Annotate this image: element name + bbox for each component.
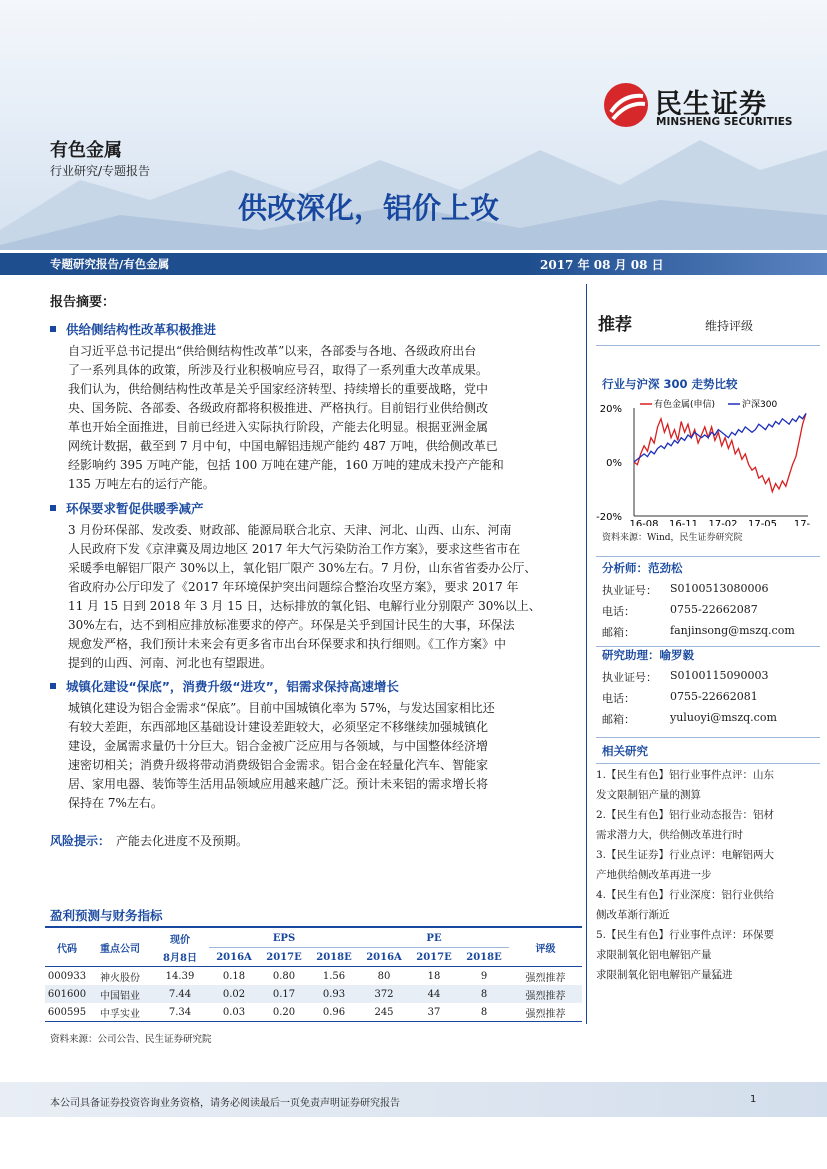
cell: 强烈推荐 [525, 972, 566, 984]
paragraph-line: 11 月 15 日到 2018 年 3 月 15 日，达标排放的氧化铝、电解行业分别限产 30%以上、 [68, 599, 541, 613]
cell: 245 [374, 1006, 394, 1018]
info-key: 邮箱： [602, 626, 635, 639]
page-number: 1 [750, 1094, 757, 1105]
bullet-square-icon [50, 326, 56, 332]
related-item[interactable]: 求限制氧化铝电解铝产量猛进 [596, 969, 733, 981]
paragraph-line: 保持在 7%左右。 [68, 796, 163, 810]
related-title: 相关研究 [602, 744, 648, 758]
cell: 0.20 [272, 1006, 296, 1018]
summary-section-1 [50, 320, 580, 494]
rating-note: 维持评级 [705, 319, 754, 333]
col-header-year: 2016A [216, 951, 252, 963]
analyst-info [602, 582, 822, 645]
footer-disclaimer: 本公司具备证券投资咨询业务资格，请务必阅读最后一页免责声明证券研究报告 [50, 1098, 400, 1109]
cell: 0.96 [322, 1006, 346, 1018]
industry-label: 有色金属 [50, 140, 122, 161]
info-key: 电话： [602, 605, 635, 618]
section-title: 供给侧结构性改革积极推进 [66, 322, 217, 337]
assistant-info [602, 669, 822, 732]
summary-heading: 报告摘要： [50, 295, 116, 310]
y-tick-group [596, 404, 622, 523]
col-header-code: 代码 [57, 944, 77, 955]
risk-note [50, 832, 248, 849]
paragraph-line: 3 月份环保部、发改委、财政部、能源局联合北京、天津、河北、山西、山东、河南 [68, 523, 512, 537]
cell: 8 [480, 1006, 488, 1018]
paragraph-line: 135 万吨左右的运行产能。 [68, 477, 215, 491]
report-type: 行业研究/专题报告 [50, 164, 151, 178]
x-tick-label: 17-02 [708, 519, 738, 526]
legend [640, 398, 777, 410]
paragraph-line: 经影响约 395 万吨产能，包括 100 万吨在建产能，160 万吨的建成未投产产能和 [68, 458, 504, 472]
divider [596, 556, 820, 557]
x-tick-label: 16-11 [668, 519, 699, 526]
col-header-year: 2018E [316, 951, 352, 963]
cell: 0.02 [222, 988, 246, 1000]
column-divider [586, 284, 587, 1024]
cell: 神火股份 [100, 972, 140, 984]
x-tick-label: 17- [793, 519, 811, 526]
col-header-price: 现价 [170, 934, 190, 946]
cell: 14.39 [165, 970, 195, 982]
series-group [634, 413, 806, 491]
cell: 000933 [47, 970, 87, 982]
col-header-year: 2018E [466, 951, 502, 963]
logo-text-cn: 民生证券 [655, 89, 767, 120]
y-tick-label: 0% [606, 458, 622, 469]
divider [596, 763, 820, 764]
col-header-date: 8月8日 [163, 953, 197, 965]
legend-label-industry: 有色金属(申信) [654, 400, 716, 410]
cell: 80 [377, 970, 391, 982]
paragraph-line: 自习近平总书记提出“供给侧结构性改革”以来，各部委与各地、各级政府出台 [68, 344, 477, 358]
cell: 8 [480, 988, 488, 1000]
related-item[interactable]: 发文限制铝产量的测算 [596, 789, 701, 801]
cell: 9 [480, 970, 488, 982]
cell: 372 [374, 988, 394, 1000]
related-list [596, 765, 822, 985]
table-header-row [45, 929, 582, 948]
risk-text: 产能去化进度不及预期。 [116, 834, 249, 848]
related-item[interactable]: 2.【民生有色】铝行业动态报告：铝材 [596, 809, 775, 821]
series-line-industry [634, 413, 806, 491]
related-item[interactable]: 产地供给侧改革再进一步 [596, 869, 712, 881]
paragraph-line: 30%左右，达不到相应排放标准要求的停产。环保是关乎到国计民生的大事，环保法 [68, 618, 515, 632]
y-tick-label: 20% [599, 404, 622, 415]
paragraph-line: 建设，金属需求量仍十分巨大。铝合金被广泛应用与各领域，与中国整体经济增 [68, 739, 489, 753]
info-key: 电话： [602, 692, 635, 705]
trend-chart [596, 394, 816, 526]
risk-label: 风险提示： [50, 834, 111, 848]
cell: 1.56 [322, 970, 346, 982]
chart-source: 资料来源：Wind，民生证券研究院 [602, 533, 743, 543]
paragraph-line: 了一系列具体的政策，所涉及行业积极响应号召，取得了一系列重大改革成果。 [68, 363, 489, 377]
logo-text-en: MINSHENG SECURITIES [656, 116, 793, 128]
cell: 0.80 [272, 970, 296, 982]
cell: 37 [427, 1006, 441, 1018]
brand-logo [603, 82, 649, 128]
cell: 7.44 [168, 988, 192, 1000]
paragraph-line: 央、国务院、各部委、各级政府都将积极推进、严格执行。目前铝行业供给侧改 [68, 401, 489, 415]
info-value: 0755-22662081 [670, 690, 758, 703]
info-value: S0100115090003 [670, 669, 769, 682]
cell: 18 [427, 970, 441, 982]
info-value: 0755-22662087 [670, 603, 758, 616]
cell: 600595 [47, 1006, 87, 1018]
assistant-label: 研究助理：喻罗毅 [602, 648, 694, 662]
paragraph-line: 有较大差距，东西部地区基础设计建设差距较大，必须坚定不移继续加强城镇化 [68, 720, 489, 734]
related-item[interactable]: 1.【民生有色】铝行业事件点评：山东 [596, 769, 775, 781]
paragraph-line: 网统计数据，截至到 7 月中旬，中国电解铝违规产能约 487 万吨，供给侧改革已 [68, 439, 498, 453]
col-header-year: 2016A [366, 951, 402, 963]
col-header-year: 2017E [266, 951, 302, 963]
cell: 0.93 [322, 988, 346, 1000]
cell: 强烈推荐 [525, 990, 566, 1002]
cell: 强烈推荐 [525, 1008, 566, 1020]
finance-table [45, 929, 582, 1022]
paragraph-line: 革也开始全面推进，目前已经进入实际执行阶段，产能去化明显。根据亚洲金属 [68, 420, 489, 434]
paragraph-line: 采暖季电解铝厂限产 30%以上，氧化铝厂限产 30%左右。7 月份，山东省省委办公厅、 [68, 561, 537, 575]
table-top-rule [45, 926, 582, 928]
chart-title: 行业与沪深 300 走势比较 [602, 377, 738, 391]
info-value: S0100513080006 [670, 582, 769, 595]
related-item[interactable]: 求限制氧化铝电解铝产量 [596, 949, 712, 961]
legend-label-hs300: 沪深300 [742, 400, 778, 410]
col-header-pe: PE [359, 929, 509, 948]
cell: 中孚实业 [100, 1008, 140, 1020]
divider [596, 345, 820, 346]
section-title: 环保要求暂促供暖季减产 [66, 501, 204, 516]
paragraph-line: 居、家用电器、装饰等生活用品领域应用越来越广泛。预计未来铝的需求增长将 [68, 777, 489, 791]
related-item[interactable]: 需求潜力大，供给侧改革进行时 [596, 829, 743, 841]
paragraph-line: 规愈发严格，我们预计未来会有更多省市出台环保要求和执行细则。《工作方案》中 [68, 637, 507, 651]
page-title: 供改深化，铝价上攻 [238, 191, 500, 225]
col-header-year: 2017E [416, 951, 452, 963]
rating: 推荐 [598, 315, 632, 335]
logo-mark-icon [603, 82, 649, 128]
banner-left-text: 专题研究报告/有色金属 [50, 257, 170, 271]
related-item[interactable]: 3.【民生证券】行业点评：电解铝两大 [596, 849, 775, 861]
table-row [45, 967, 582, 986]
cell: 0.03 [222, 1006, 246, 1018]
section-title: 城镇化建设“保底”，消费升级“进攻”，铝需求保持高速增长 [66, 679, 399, 694]
finance-title: 盈利预测与财务指标 [50, 908, 163, 923]
info-value[interactable]: yuluoyi@mszq.com [670, 711, 777, 724]
analyst-label: 分析师：范劲松 [602, 561, 683, 575]
related-item[interactable]: 侧改革渐行渐近 [596, 909, 670, 921]
cell: 44 [427, 988, 441, 1000]
info-value[interactable]: fanjinsong@mszq.com [670, 624, 795, 637]
table-row [45, 1003, 582, 1022]
bullet-square-icon [50, 683, 56, 689]
y-tick-label: -20% [596, 512, 622, 523]
bullet-square-icon [50, 505, 56, 511]
paragraph-line: 省政府办公厅印发了《2017 年环境保护突出问题综合整治攻坚方案》，要求 2017 年 [68, 580, 519, 594]
paragraph-line: 提到的山西、河南、河北也有望跟进。 [68, 656, 273, 670]
cell: 0.18 [222, 970, 246, 982]
paragraph-line: 城镇化建设为铝合金需求“保底”。目前中国城镇化率为 57%，与发达国家相比还 [68, 701, 495, 715]
info-key: 邮箱： [602, 713, 635, 726]
paragraph-line: 我们认为，供给侧结构性改革是关乎国家经济转型、持续增长的重要战略，党中 [68, 382, 489, 396]
col-header-eps: EPS [209, 929, 359, 948]
col-header-rating: 评级 [535, 944, 556, 955]
info-key: 执业证号： [602, 584, 657, 597]
col-header-company: 重点公司 [100, 944, 140, 955]
info-key: 执业证号： [602, 671, 657, 684]
x-tick-label: 16-08 [629, 519, 659, 526]
paragraph-line: 人民政府下发《京津冀及周边地区 2017 年大气污染防治工作方案》，要求这些省市在 [68, 542, 521, 556]
cell: 601600 [47, 988, 87, 1000]
cell: 7.34 [168, 1006, 192, 1018]
divider [596, 737, 820, 738]
related-item[interactable]: 5.【民生有色】行业事件点评：环保要 [596, 929, 775, 941]
cell: 0.17 [272, 988, 296, 1000]
x-tick-label: 17-05 [747, 519, 778, 526]
x-tick-group [629, 519, 810, 526]
summary-section-2 [50, 499, 580, 673]
summary-section-3 [50, 677, 580, 813]
banner-date: 2017 年 08 月 08 日 [540, 258, 664, 272]
related-item[interactable]: 4.【民生有色】行业深度：铝行业供给 [596, 889, 775, 901]
table-row [45, 985, 582, 1003]
cell: 中国铝业 [100, 990, 140, 1002]
table-source: 资料来源：公司公告、民生证券研究院 [50, 1034, 212, 1045]
paragraph-line: 速密切相关；消费升级将带动消费级铝合金需求。铝合金在轻量化汽车、智能家 [68, 758, 489, 772]
